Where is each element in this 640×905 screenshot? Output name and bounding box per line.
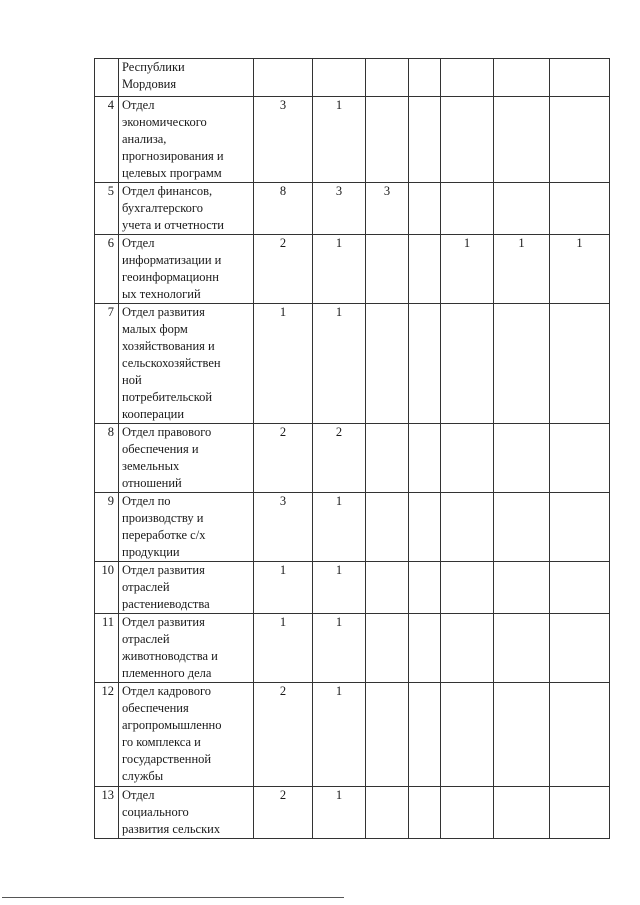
value-cell	[366, 683, 409, 787]
department-name	[119, 493, 254, 562]
department-name-line: Отдел	[122, 98, 155, 112]
value-cell	[550, 304, 610, 424]
row-number: 8	[95, 424, 119, 493]
table-row	[95, 304, 610, 424]
department-name-line: обеспечения и	[122, 442, 199, 456]
value-cell	[409, 59, 441, 97]
value-cell	[409, 97, 441, 183]
value-cell: 2	[254, 787, 313, 839]
department-name	[119, 235, 254, 304]
table-row	[95, 424, 610, 493]
department-name-line: развития сельских	[122, 822, 221, 836]
department-name-line: бухгалтерского	[122, 201, 203, 215]
department-name	[119, 683, 254, 787]
value-cell	[366, 97, 409, 183]
department-name-line: обеспечения	[122, 701, 189, 715]
row-number: 12	[95, 683, 119, 787]
value-cell: 2	[254, 683, 313, 787]
row-number	[95, 59, 119, 97]
value-cell	[441, 614, 494, 683]
value-cell: 3	[313, 183, 366, 235]
department-name-line: Отдел развития	[122, 615, 205, 629]
value-cell	[366, 424, 409, 493]
department-name	[119, 59, 254, 97]
department-name-line: сельскохозяйствен	[122, 356, 221, 370]
value-cell	[494, 59, 550, 97]
value-cell: 3	[254, 493, 313, 562]
department-name-line: малых форм	[122, 322, 188, 336]
row-number: 13	[95, 787, 119, 839]
staff-table	[94, 58, 610, 839]
department-name-line: переработке с/х	[122, 528, 206, 542]
value-cell: 1	[313, 787, 366, 839]
department-name-line: земельных	[122, 459, 180, 473]
value-cell	[494, 97, 550, 183]
department-name-line: ной	[122, 373, 142, 387]
value-cell	[494, 424, 550, 493]
department-name-line: потребительской	[122, 390, 213, 404]
table-row	[95, 183, 610, 235]
value-cell	[409, 683, 441, 787]
value-cell	[494, 562, 550, 614]
value-cell	[366, 614, 409, 683]
value-cell: 2	[254, 235, 313, 304]
department-name	[119, 614, 254, 683]
value-cell: 1	[313, 235, 366, 304]
value-cell	[409, 304, 441, 424]
department-name-line: Отдел правового	[122, 425, 212, 439]
department-name-line: государственной	[122, 752, 212, 766]
table-row	[95, 235, 610, 304]
row-number: 11	[95, 614, 119, 683]
value-cell: 1	[313, 304, 366, 424]
row-number: 6	[95, 235, 119, 304]
value-cell	[409, 493, 441, 562]
value-cell	[550, 787, 610, 839]
department-name	[119, 183, 254, 235]
value-cell: 1	[313, 493, 366, 562]
value-cell	[409, 562, 441, 614]
value-cell	[441, 59, 494, 97]
department-name-line: службы	[122, 769, 164, 783]
department-name-line: хозяйствования и	[122, 339, 215, 353]
department-name-line: ых технологий	[122, 287, 201, 301]
table-row	[95, 787, 610, 839]
value-cell: 3	[366, 183, 409, 235]
table-row	[95, 97, 610, 183]
department-name-line: экономического	[122, 115, 207, 129]
value-cell	[550, 424, 610, 493]
value-cell	[366, 562, 409, 614]
value-cell	[550, 562, 610, 614]
value-cell	[494, 304, 550, 424]
department-name-line: Мордовия	[122, 77, 177, 91]
department-name	[119, 562, 254, 614]
department-name-line: животноводства и	[122, 649, 218, 663]
department-name	[119, 97, 254, 183]
table-row	[95, 59, 610, 97]
table-row	[95, 562, 610, 614]
department-name-line: информатизации и	[122, 253, 222, 267]
department-name-line: Отдел развития	[122, 563, 205, 577]
value-cell	[550, 59, 610, 97]
value-cell: 1	[254, 304, 313, 424]
value-cell: 3	[254, 97, 313, 183]
value-cell	[366, 235, 409, 304]
value-cell	[366, 59, 409, 97]
value-cell: 1	[550, 235, 610, 304]
value-cell: 1	[313, 562, 366, 614]
value-cell	[409, 787, 441, 839]
table-row	[95, 683, 610, 787]
department-name-line: Отдел	[122, 236, 155, 250]
value-cell	[441, 183, 494, 235]
department-name-line: Отдел развития	[122, 305, 205, 319]
department-name-line: агропромышленно	[122, 718, 222, 732]
department-name-line: племенного дела	[122, 666, 212, 680]
value-cell	[366, 304, 409, 424]
row-number: 9	[95, 493, 119, 562]
value-cell	[409, 424, 441, 493]
department-name-line: социального	[122, 805, 189, 819]
value-cell	[441, 787, 494, 839]
value-cell: 2	[254, 424, 313, 493]
value-cell	[494, 787, 550, 839]
value-cell	[441, 304, 494, 424]
department-name-line: Республики	[122, 60, 185, 74]
value-cell	[441, 97, 494, 183]
value-cell: 8	[254, 183, 313, 235]
value-cell	[494, 683, 550, 787]
value-cell	[550, 493, 610, 562]
value-cell	[409, 183, 441, 235]
department-name-line: растениеводства	[122, 597, 210, 611]
department-name-line: прогнозирования и	[122, 149, 224, 163]
department-name-line: целевых программ	[122, 166, 222, 180]
row-number: 10	[95, 562, 119, 614]
department-name-line: отношений	[122, 476, 182, 490]
department-name-line: геоинформационн	[122, 270, 219, 284]
row-number: 7	[95, 304, 119, 424]
value-cell	[366, 787, 409, 839]
row-number: 5	[95, 183, 119, 235]
value-cell	[409, 614, 441, 683]
department-name-line: го комплекса и	[122, 735, 201, 749]
value-cell: 1	[254, 562, 313, 614]
department-name-line: производству и	[122, 511, 204, 525]
value-cell	[441, 683, 494, 787]
department-name-line: Отдел	[122, 788, 155, 802]
department-name	[119, 304, 254, 424]
value-cell: 1	[494, 235, 550, 304]
value-cell: 1	[313, 97, 366, 183]
value-cell: 1	[441, 235, 494, 304]
value-cell	[441, 493, 494, 562]
value-cell	[441, 562, 494, 614]
value-cell	[550, 683, 610, 787]
value-cell	[550, 614, 610, 683]
value-cell	[550, 183, 610, 235]
department-name-line: Отдел финансов,	[122, 184, 213, 198]
row-number: 4	[95, 97, 119, 183]
value-cell: 1	[313, 614, 366, 683]
value-cell: 2	[313, 424, 366, 493]
department-name-line: Отдел кадрового	[122, 684, 212, 698]
value-cell	[550, 97, 610, 183]
department-name-line: отраслей	[122, 580, 170, 594]
department-name	[119, 787, 254, 839]
department-name-line: кооперации	[122, 407, 185, 421]
value-cell: 1	[313, 683, 366, 787]
department-name-line: отраслей	[122, 632, 170, 646]
value-cell	[441, 424, 494, 493]
value-cell	[494, 493, 550, 562]
department-name-line: Отдел по	[122, 494, 171, 508]
value-cell: 1	[254, 614, 313, 683]
value-cell	[494, 183, 550, 235]
department-name	[119, 424, 254, 493]
value-cell	[313, 59, 366, 97]
value-cell	[254, 59, 313, 97]
department-name-line: учета и отчетности	[122, 218, 224, 232]
table-row	[95, 493, 610, 562]
value-cell	[366, 493, 409, 562]
table-row	[95, 614, 610, 683]
value-cell	[494, 614, 550, 683]
footnote-divider	[2, 897, 344, 898]
value-cell	[409, 235, 441, 304]
department-name-line: анализа,	[122, 132, 167, 146]
department-name-line: продукции	[122, 545, 180, 559]
